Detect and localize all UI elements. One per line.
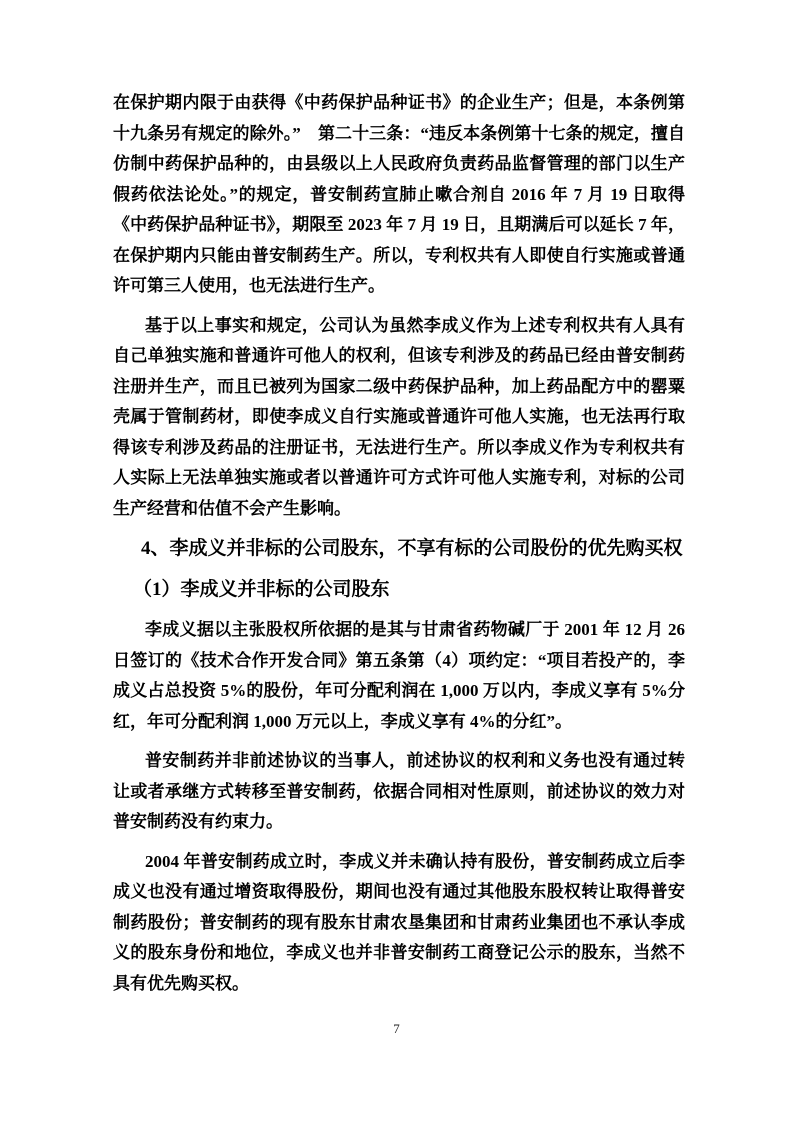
paragraph-contract-basis: 李成义据以主张股权所依据的是其与甘肃省药物碱厂于 2001 年 12 月 26 日签订的《技术合作开发合同》第五条第（4）项约定：“项目若投产的，李成义占总投资 5%的股份，年可分配利润在 1,000 万以内，李成义享有 5%分红，年可分配利润 1,000 万元以上，李成义享有 4%的分红”。 <box>113 620 685 731</box>
document-body <box>113 88 685 1008</box>
paragraph-patent-protection-regulation: 在保护期内限于由获得《中药保护品种证书》的企业生产；但是，本条例第十九条另有规定的除外。” 第二十三条：“违反本条例第十七条的规定，擅自仿制中药保护品种的，由县级以上人民政府负责药品监督管理的部门以生产假药依法论处。”的规定，普安制药宣肺止嗽合剂自 2016 年 7 月 19 日取得《中药保护品种证书》，期限至 2023 年 7 月 19 日，且期满后可以延长 7 年，在保护期内只能由普安制药生产。所以，专利权共有人即使自行实施或普通许可第三人使用，也无法进行生产。 <box>113 93 685 295</box>
section-heading-4: 4、李成义并非标的公司股东，不享有标的公司股份的优先购买权 <box>141 538 683 559</box>
paragraph-company-opinion: 基于以上事实和规定，公司认为虽然李成义作为上述专利权共有人具有自己单独实施和普通许可他人的权利，但该专利涉及的药品已经由普安制药注册并生产，而且已被列为国家二级中药保护品种，加上药品配方中的罂粟壳属于管制药材，即使李成义自行实施或普通许可他人实施，也无法再行取得该专利涉及药品的注册证书，无法进行生产。所以李成义作为专利权共有人实际上无法单独实施或者以普通许可方式许可他人实施专利，对标的公司生产经营和估值不会产生影响。 <box>113 315 685 518</box>
subsection-heading-4-1: （1）李成义并非标的公司股东 <box>133 579 390 600</box>
paragraph-shareholder-status: 2004 年普安制药成立时，李成义并未确认持有股份，普安制药成立后李成义也没有通过增资取得股份，期间也没有通过其他股东股权转让取得普安制药股份；普安制药的现有股东甘肃农垦集团和甘肃药业集团也不承认李成义的股东身份和地位，李成义也并非普安制药工商登记公示的股东，当然不具有优先购买权。 <box>113 851 685 993</box>
page-number: 7 <box>393 1021 400 1036</box>
paragraph-contract-privity: 普安制药并非前述协议的当事人，前述协议的权利和义务也没有通过转让或者承继方式转移至普安制药，依据合同相对性原则，前述协议的效力对普安制药没有约束力。 <box>113 751 685 831</box>
